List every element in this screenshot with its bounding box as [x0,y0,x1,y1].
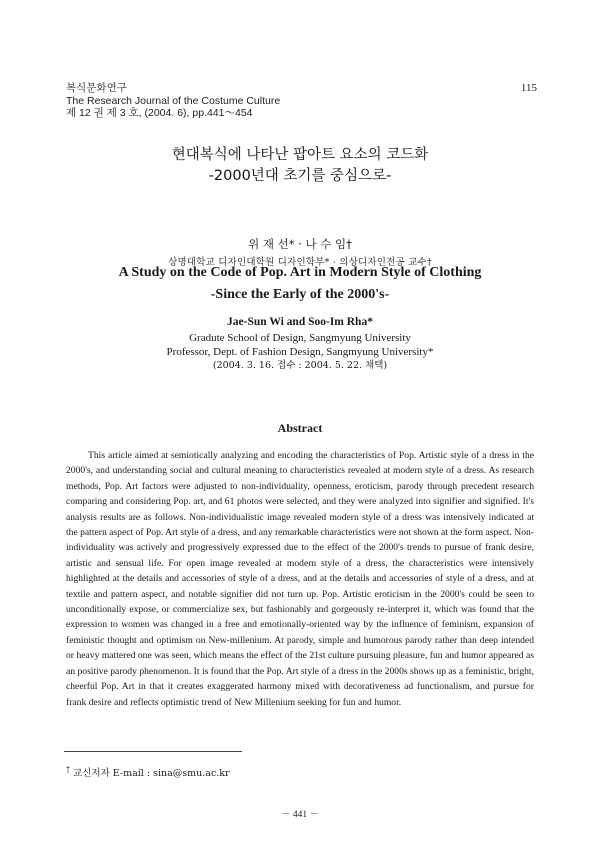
abstract-heading: Abstract [277,421,323,435]
english-authors: Jae-Sun Wi and Soo-Im Rha* [227,316,373,328]
affiliation-line2: Professor, Dept. of Fashion Design, Sangmyung University* [166,346,434,358]
abstract-body: This article aimed at semiotically analyzing and encoding the characteristics of Pop. Artistic style of a dress in the 2000's, and understanding social and cultural meaning to characteristics revealed at modern style of a dress. As research methods, Pop. Art factors were adjusted to non-individuality, openness, eroticism, parody through precedent research comparing and considering Pop. art, and 61 photos were selected, and they were analyzed into signifier and signified. It's analysis results are as follows. Non-individualistic image revealed modern style of a dress was intensively indicated at the pattern aspect of Pop. Art style of a dress, and any remarkable characteristics were not shown at the form aspect. Non-individuality was actively and progressively expressed due to the effect of the 2000's trends to pursue of frank desire, artistic and sensual life. For open image revealed at modern style of a dress, the characteristics were intensively highlighted at the details and accessories of style of a dress, and at the details and accessories of style of a dress, and at textile and pattern aspect, and notable signifier did not turn up. Pop. Artistic eroticism in the 2000's could be seen to unconditionally expose, or commercialize sex, but fashionably and gorgeously re-interpret it, which was found that the expression to women was changed in a free and emotionally-oriented way by the influence of feminism, expansion of feministic thought and optimism on New-millenium. At parody, simple and humorous parody rather than deep intended or heavy mattered one was seen, which means the effect of the 21st culture pursuing pleasure, fun and humor appeared as an positive parody phenomenon. It is found that the Pop. Art style of a dress in the 2000s shows up as a feministic, bright, cheerful Pop. Art in that it creates exaggerated harmony mixed with decorativeness ad functionalism, and pursue for frank desire and reflects optimistic trend of New Millenium seeking for fun and humor. [66,450,534,708]
journal-header [66,82,280,120]
english-title-line2: -Since the Early of the 2000's- [210,287,390,302]
english-title [0,262,600,306]
korean-authors: 위 재 선* · 나 수 임† [248,237,352,251]
korean-title [0,145,600,187]
page-number: 115 [520,82,537,94]
english-affiliations [0,331,600,373]
journal-english-name: The Research Journal of the Costume Culture [66,94,281,107]
footnote-mark: † [66,765,70,774]
footnote-divider [64,751,242,752]
journal-korean-name: 복식문화연구 [66,82,127,94]
received-accepted-dates: (2004. 3. 16. 접수 : 2004. 5. 22. 채택) [212,360,388,371]
journal-issue: 제 12 권 제 3 호, (2004. 6), pp.441～454 [66,107,253,119]
footnote [66,765,230,779]
korean-title-line2: -2000년대 초기를 중심으로- [208,168,392,184]
korean-affiliation: 상명대학교 디자인대학원 디자인학부* · 의상디자인전공 교수† [168,257,432,268]
affiliation-line1: Gradute School of Design, Sangmyung University [189,332,411,344]
english-title-line1: A Study on the Code of Pop. Art in Modern Style of Clothing [118,265,482,280]
footnote-text: 교신저자 E-mail : sina@smu.ac.kr [73,768,230,780]
folio-page-number: － 441 － [280,810,319,820]
korean-title-line1: 현대복식에 나타난 팝아트 요소의 코드화 [171,147,429,163]
